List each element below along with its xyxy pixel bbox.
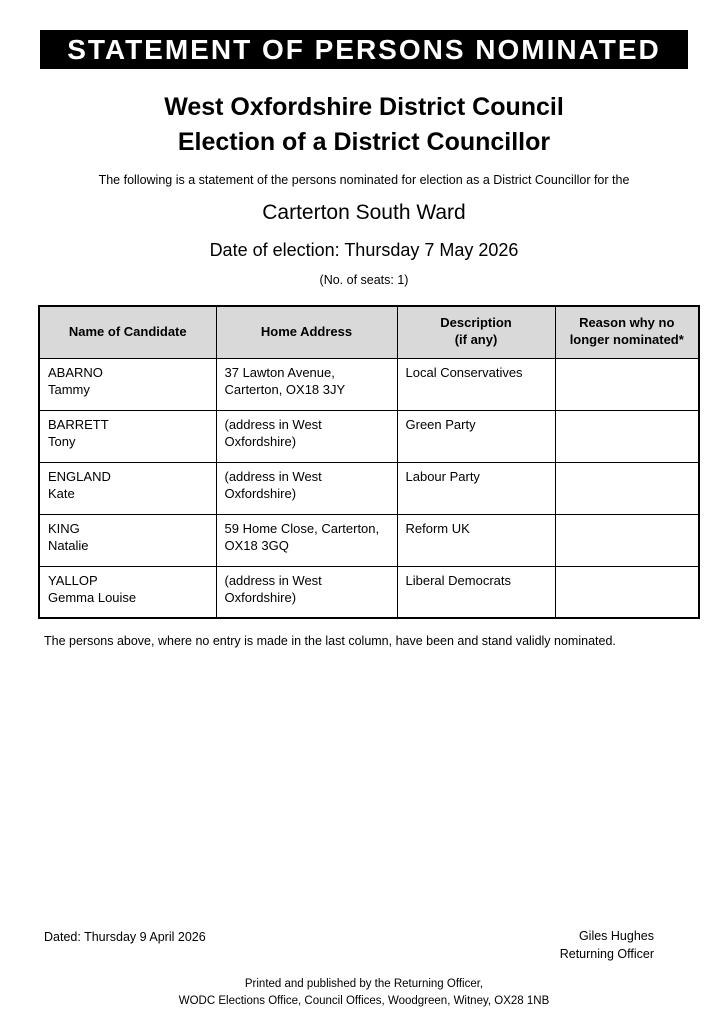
address-line-2: Oxfordshire): [224, 486, 297, 502]
address-line-1: (address in West: [224, 468, 322, 484]
home-address-cell: [216, 514, 397, 566]
candidate-name-cell: [39, 514, 216, 566]
officer-name: Giles Hughes: [578, 929, 654, 943]
print-imprint: [0, 976, 728, 1011]
address-line-2: Carterton, OX18 3JY: [224, 382, 346, 398]
candidate-row: [39, 358, 699, 410]
address-line-2: Oxfordshire): [224, 590, 297, 606]
column-header-description-line1: Description: [440, 315, 512, 331]
address-line-2: Oxfordshire): [224, 434, 297, 450]
reason-cell: [555, 462, 699, 514]
home-address-cell: [216, 566, 397, 618]
column-header-reason: Reason why no longer nominated*: [555, 306, 699, 358]
candidate-row: [39, 410, 699, 462]
seats-count-line: (No. of seats: 1): [319, 273, 409, 287]
document-titles: [0, 90, 728, 160]
column-header-description: [397, 306, 555, 358]
column-header-description-line2: (if any): [454, 332, 498, 348]
home-address-cell: [216, 462, 397, 514]
candidate-given-name: Tammy: [48, 382, 90, 398]
column-header-name: Name of Candidate: [39, 306, 216, 358]
candidate-name-cell: [39, 566, 216, 618]
party-description-cell: Green Party: [397, 410, 555, 462]
address-line-1: (address in West: [224, 572, 322, 588]
home-address-cell: [216, 410, 397, 462]
reason-cell: [555, 410, 699, 462]
address-line-1: 59 Home Close, Carterton,: [224, 520, 380, 536]
document-banner: [40, 30, 688, 69]
column-header-address: Home Address: [216, 306, 397, 358]
table-header-row: [39, 306, 699, 358]
candidate-given-name: Kate: [48, 486, 75, 502]
candidate-name-cell: [39, 410, 216, 462]
candidate-surname: BARRETT: [48, 416, 109, 432]
candidate-row: [39, 462, 699, 514]
reason-cell: [555, 358, 699, 410]
candidate-given-name: Gemma Louise: [48, 590, 137, 606]
candidate-given-name: Natalie: [48, 538, 89, 554]
party-description-cell: Liberal Democrats: [397, 566, 555, 618]
address-line-1: (address in West: [224, 416, 322, 432]
candidate-name-cell: [39, 462, 216, 514]
candidate-row: [39, 566, 699, 618]
candidate-given-name: Tony: [48, 434, 76, 450]
print-line-1: Printed and published by the Returning Officer,: [244, 978, 484, 990]
candidate-name-cell: [39, 358, 216, 410]
election-title: Election of a District Councillor: [177, 128, 551, 156]
officer-title: Returning Officer: [559, 946, 654, 961]
candidate-surname: KING: [48, 520, 80, 536]
address-line-1: 37 Lawton Avenue,: [224, 364, 335, 380]
election-date-line: Date of election: Thursday 7 May 2026: [209, 240, 519, 260]
candidate-surname: ABARNO: [48, 364, 103, 380]
banner-title: STATEMENT OF PERSONS NOMINATED: [67, 33, 661, 65]
returning-officer-block: [560, 928, 654, 963]
party-description-cell: Local Conservatives: [397, 358, 555, 410]
intro-text: The following is a statement of the persons nominated for election as a District Councillor for the: [98, 173, 630, 187]
council-name: West Oxfordshire District Council: [164, 93, 564, 121]
reason-cell: [555, 514, 699, 566]
reason-cell: [555, 566, 699, 618]
print-line-2: WODC Elections Office, Council Offices, Woodgreen, Witney, OX28 1NB: [178, 995, 550, 1008]
candidate-surname: YALLOP: [48, 572, 98, 588]
address-line-2: OX18 3GQ: [224, 538, 289, 554]
candidate-row: [39, 514, 699, 566]
dated-line: Dated: Thursday 9 April 2026: [44, 930, 206, 944]
validity-note: The persons above, where no entry is made in the last column, have been and stand validly nominated.: [44, 634, 616, 648]
home-address-cell: [216, 358, 397, 410]
party-description-cell: Reform UK: [397, 514, 555, 566]
ward-name: Carterton South Ward: [262, 201, 466, 224]
party-description-cell: Labour Party: [397, 462, 555, 514]
candidate-surname: ENGLAND: [48, 468, 111, 484]
nominations-table: [38, 305, 700, 619]
